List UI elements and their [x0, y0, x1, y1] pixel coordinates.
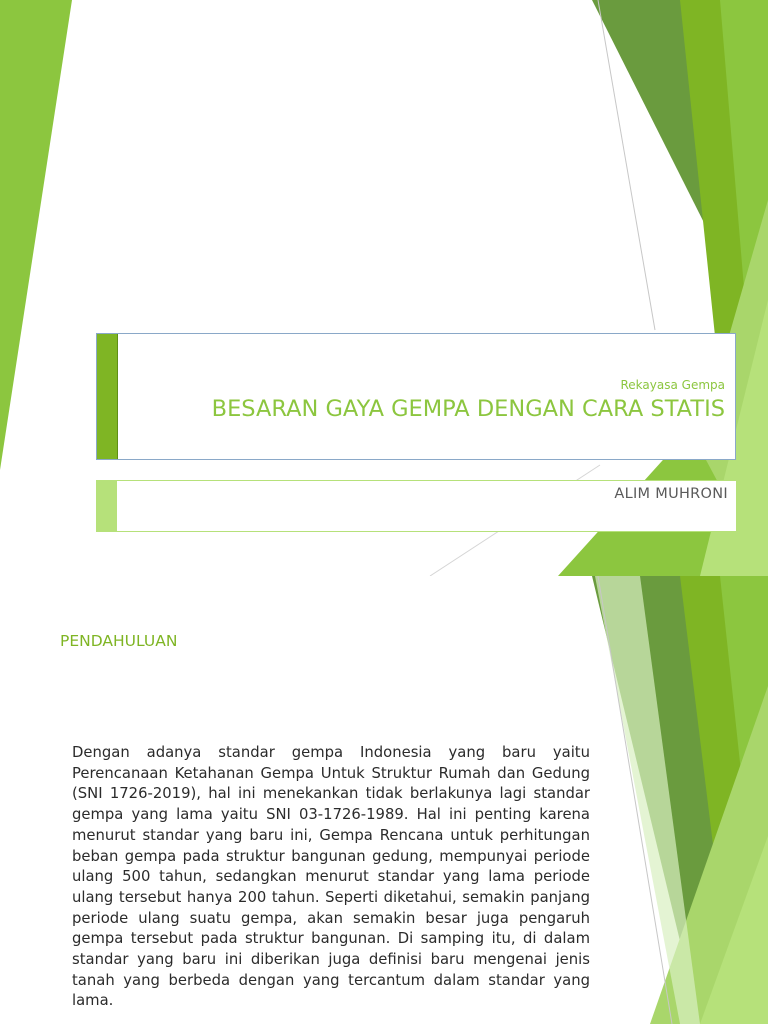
title-box — [96, 333, 736, 460]
section-heading: PENDAHULUAN — [60, 632, 178, 650]
presentation-title: BESARAN GAYA GEMPA DENGAN CARA STATIS — [211, 396, 725, 422]
title-accent-bar — [97, 334, 118, 459]
author-accent-bar — [97, 481, 117, 531]
author-box — [96, 480, 737, 532]
intro-paragraph: Dengan adanya standar gempa Indonesia yang baru yaitu Perencanaan Ketahanan Gempa Untuk Struktur Rumah dan Gedung (SNI 1726-2019), hal ini menekankan tidak berlakunya lagi standar gempa yang lama yaitu SNI 03-1726-1989. Hal ini penting karena menurut standar yang baru ini, Gempa Rencana untuk perhitungan beban gempa pada struktur bangunan gedung, mempunyai periode ulang 500 tahun, sedangkan menurut standar yang lama periode ulang tersebut hanya 200 tahun. Seperti diketahui, semakin panjang periode ulang suatu gempa, akan semakin besar juga pengaruh gempa tersebut pada struktur bangunan. Di samping itu, di dalam standar yang baru ini diberikan juga definisi baru mengenai jenis tanah yang berbeda dengan yang tercantum dalam standar yang lama. — [72, 744, 590, 1010]
content-slide — [0, 576, 768, 1024]
course-subtitle: Rekayasa Gempa — [620, 378, 725, 392]
author-name: ALIM MUHRONI — [614, 486, 728, 502]
